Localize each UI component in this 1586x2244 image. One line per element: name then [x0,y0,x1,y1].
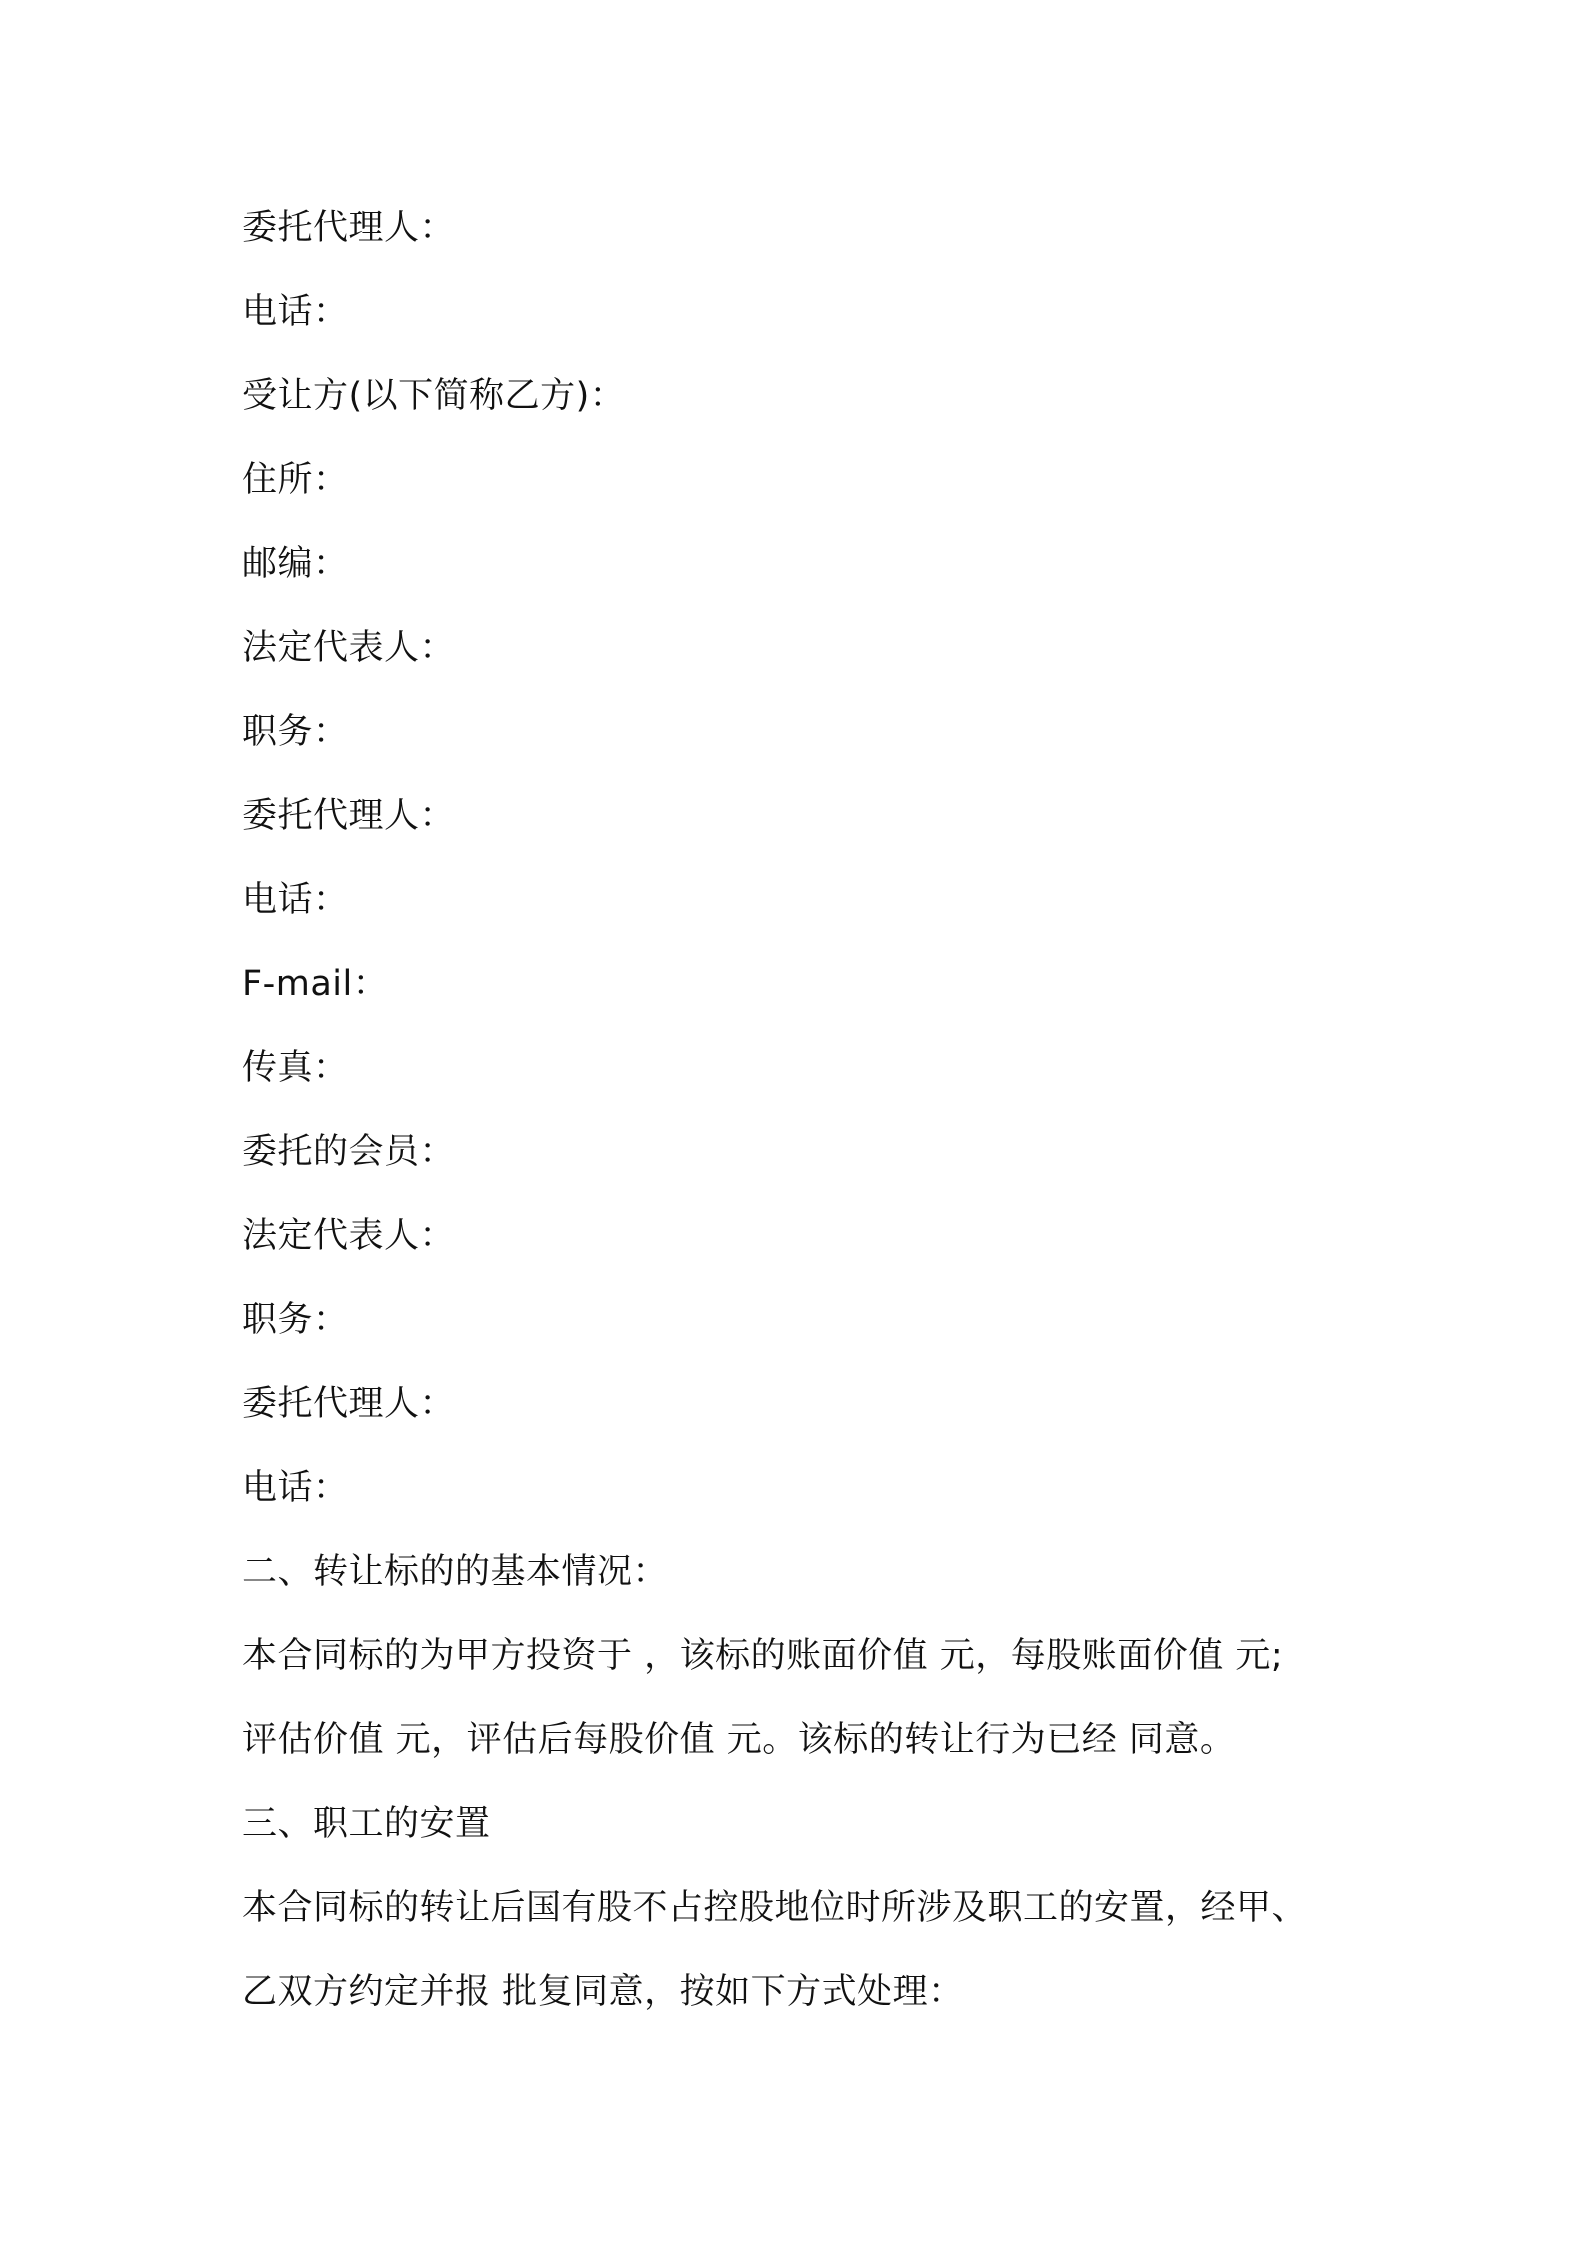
section-heading: 二、转让标的的基本情况： [242,1552,669,1592]
field-agent-label: 委托代理人： [242,796,456,836]
field-position-label: 职务： [242,1300,349,1340]
paragraph-line: 本合同标的转让后国有股不占控股地位时所涉及职工的安置，经甲、 [242,1888,1308,1928]
field-position-label: 职务： [242,712,349,752]
field-phone-label: 电话： [242,1468,349,1508]
field-agent-label: 委托代理人： [242,1384,456,1424]
section-heading: 三、职工的安置 [242,1804,491,1844]
field-fax-label: 传真： [242,1048,349,1088]
field-entrusted-member-label: 委托的会员： [242,1132,456,1172]
paragraph-line: 评估价值 元，评估后每股价值 元。该标的转让行为已经 同意。 [242,1720,1236,1760]
field-transferee-label: 受让方(以下简称乙方)： [242,376,626,416]
field-agent-label: 委托代理人： [242,208,456,248]
document-body [242,195,1372,2043]
field-email-label: F-mail： [242,964,389,1004]
field-address-label: 住所： [242,460,349,500]
field-postcode-label: 邮编： [242,544,349,584]
paragraph-line: 本合同标的为甲方投资于 ，该标的账面价值 元，每股账面价值 元; [242,1636,1284,1676]
field-legal-rep-label: 法定代表人： [242,628,456,668]
field-phone-label: 电话： [242,880,349,920]
paragraph-line: 乙双方约定并报 批复同意，按如下方式处理： [242,1972,964,2012]
field-legal-rep-label: 法定代表人： [242,1216,456,1256]
field-phone-label: 电话： [242,292,349,332]
